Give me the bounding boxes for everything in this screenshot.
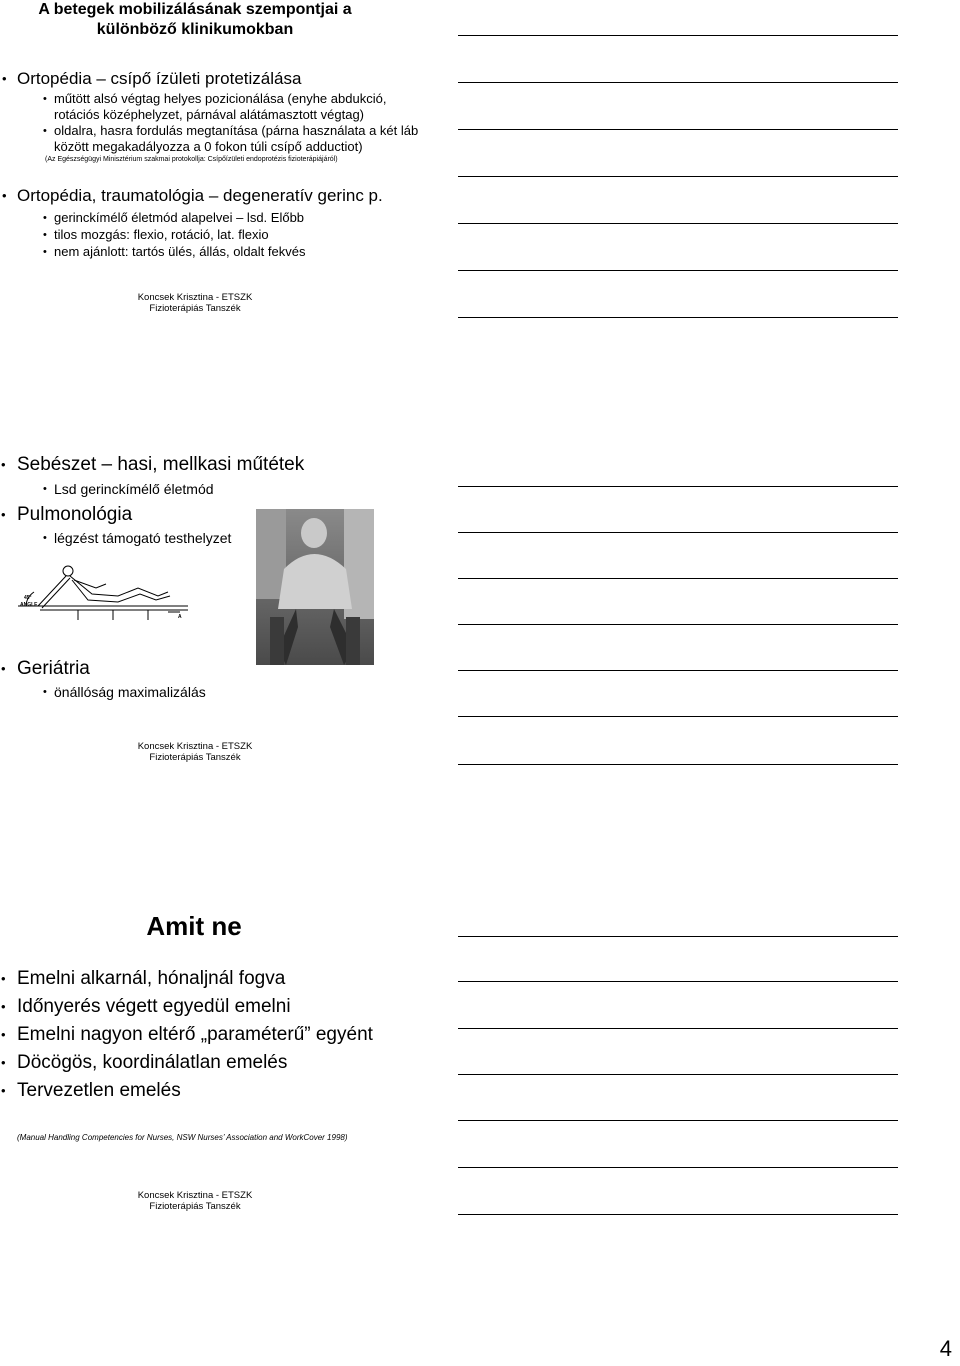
note-line [458,1074,898,1075]
list-item: • nem ajánlott: tartós ülés, állás, oldalt fekvés [54,244,305,260]
note-line [458,1120,898,1121]
section-heading: • Ortopédia – csípő ízületi protetizálása [17,69,301,89]
note-line [458,764,898,765]
forward-lean-breathing-photo [256,509,374,665]
page-number: 4 [939,1336,952,1361]
note-line [458,936,898,937]
list-item: • gerinckímélő életmód alapelvei – lsd. Előbb [54,210,304,226]
list-item: • Emelni alkarnál, hónaljnál fogva [17,968,285,990]
list-item: • Emelni nagyon eltérő „paraméterű” egyént [17,1024,373,1046]
section-heading: • Pulmonológia [17,504,132,526]
note-line [458,578,898,579]
note-line [458,82,898,83]
note-line [458,670,898,671]
list-item: • tilos mozgás: flexio, rotáció, lat. flexio [54,227,269,243]
list-item: • oldalra, hasra fordulás megtanítása (párna használata a két láb között megakadályozza a 0 fokon túli csípő adductiot) [54,123,418,155]
source-note: (Manual Handling Competencies for Nurses, NSW Nurses’ Association and WorkCover 1998) [17,1133,348,1142]
section-heading: • Sebészet – hasi, mellkasi műtétek [17,454,304,476]
angle-degree-label: 45° [24,595,32,601]
list-item: • műtött alsó végtag helyes pozicionálása (enyhe abdukció, rotációs középhelyzet, párnával alátámasztott végtag) [54,91,386,123]
note-line [458,129,898,130]
list-item: • Lsd gerinckímélő életmód [54,481,214,497]
slide-1-title [0,0,390,40]
note-line [458,35,898,36]
list-item: • légzést támogató testhelyzet [54,530,231,546]
note-line [458,176,898,177]
source-note: (Az Egészségügyi Minisztérium szakmai protokollja: Csípőízületi endoprotézis fizioterápiájáról) [45,156,338,163]
semi-fowler-position-illustration [18,558,190,628]
section-heading: • Geriátria [17,658,90,680]
section-heading: • Ortopédia, traumatológia – degeneratív gerinc p. [17,186,383,206]
note-line [458,1167,898,1168]
list-item: • Döcögös, koordinálatlan emelés [17,1052,287,1074]
title-line-2: különböző klinikumokban [96,21,294,38]
note-line [458,486,898,487]
slide-footer: Koncsek Krisztina - ETSZK Fizioterápiás Tanszék [137,292,253,314]
note-line [458,981,898,982]
slide-footer: Koncsek Krisztina - ETSZK Fizioterápiás Tanszék [137,741,253,763]
slide-3-title: Amit ne [146,911,242,941]
list-item: • Időnyerés végett egyedül emelni [17,996,291,1018]
list-item: • önállóság maximalizálás [54,684,206,700]
note-line [458,1214,898,1215]
title-line-1: A betegek mobilizálásának szempontjai a [38,1,352,18]
angle-word-label: ANGLE [20,602,38,608]
note-line [458,223,898,224]
point-a-label: A [178,614,182,620]
note-line [458,317,898,318]
note-line [458,716,898,717]
note-line [458,624,898,625]
note-line [458,1028,898,1029]
slide-footer: Koncsek Krisztina - ETSZK Fizioterápiás Tanszék [137,1190,253,1212]
list-item: • Tervezetlen emelés [17,1080,181,1102]
note-line [458,270,898,271]
note-line [458,532,898,533]
